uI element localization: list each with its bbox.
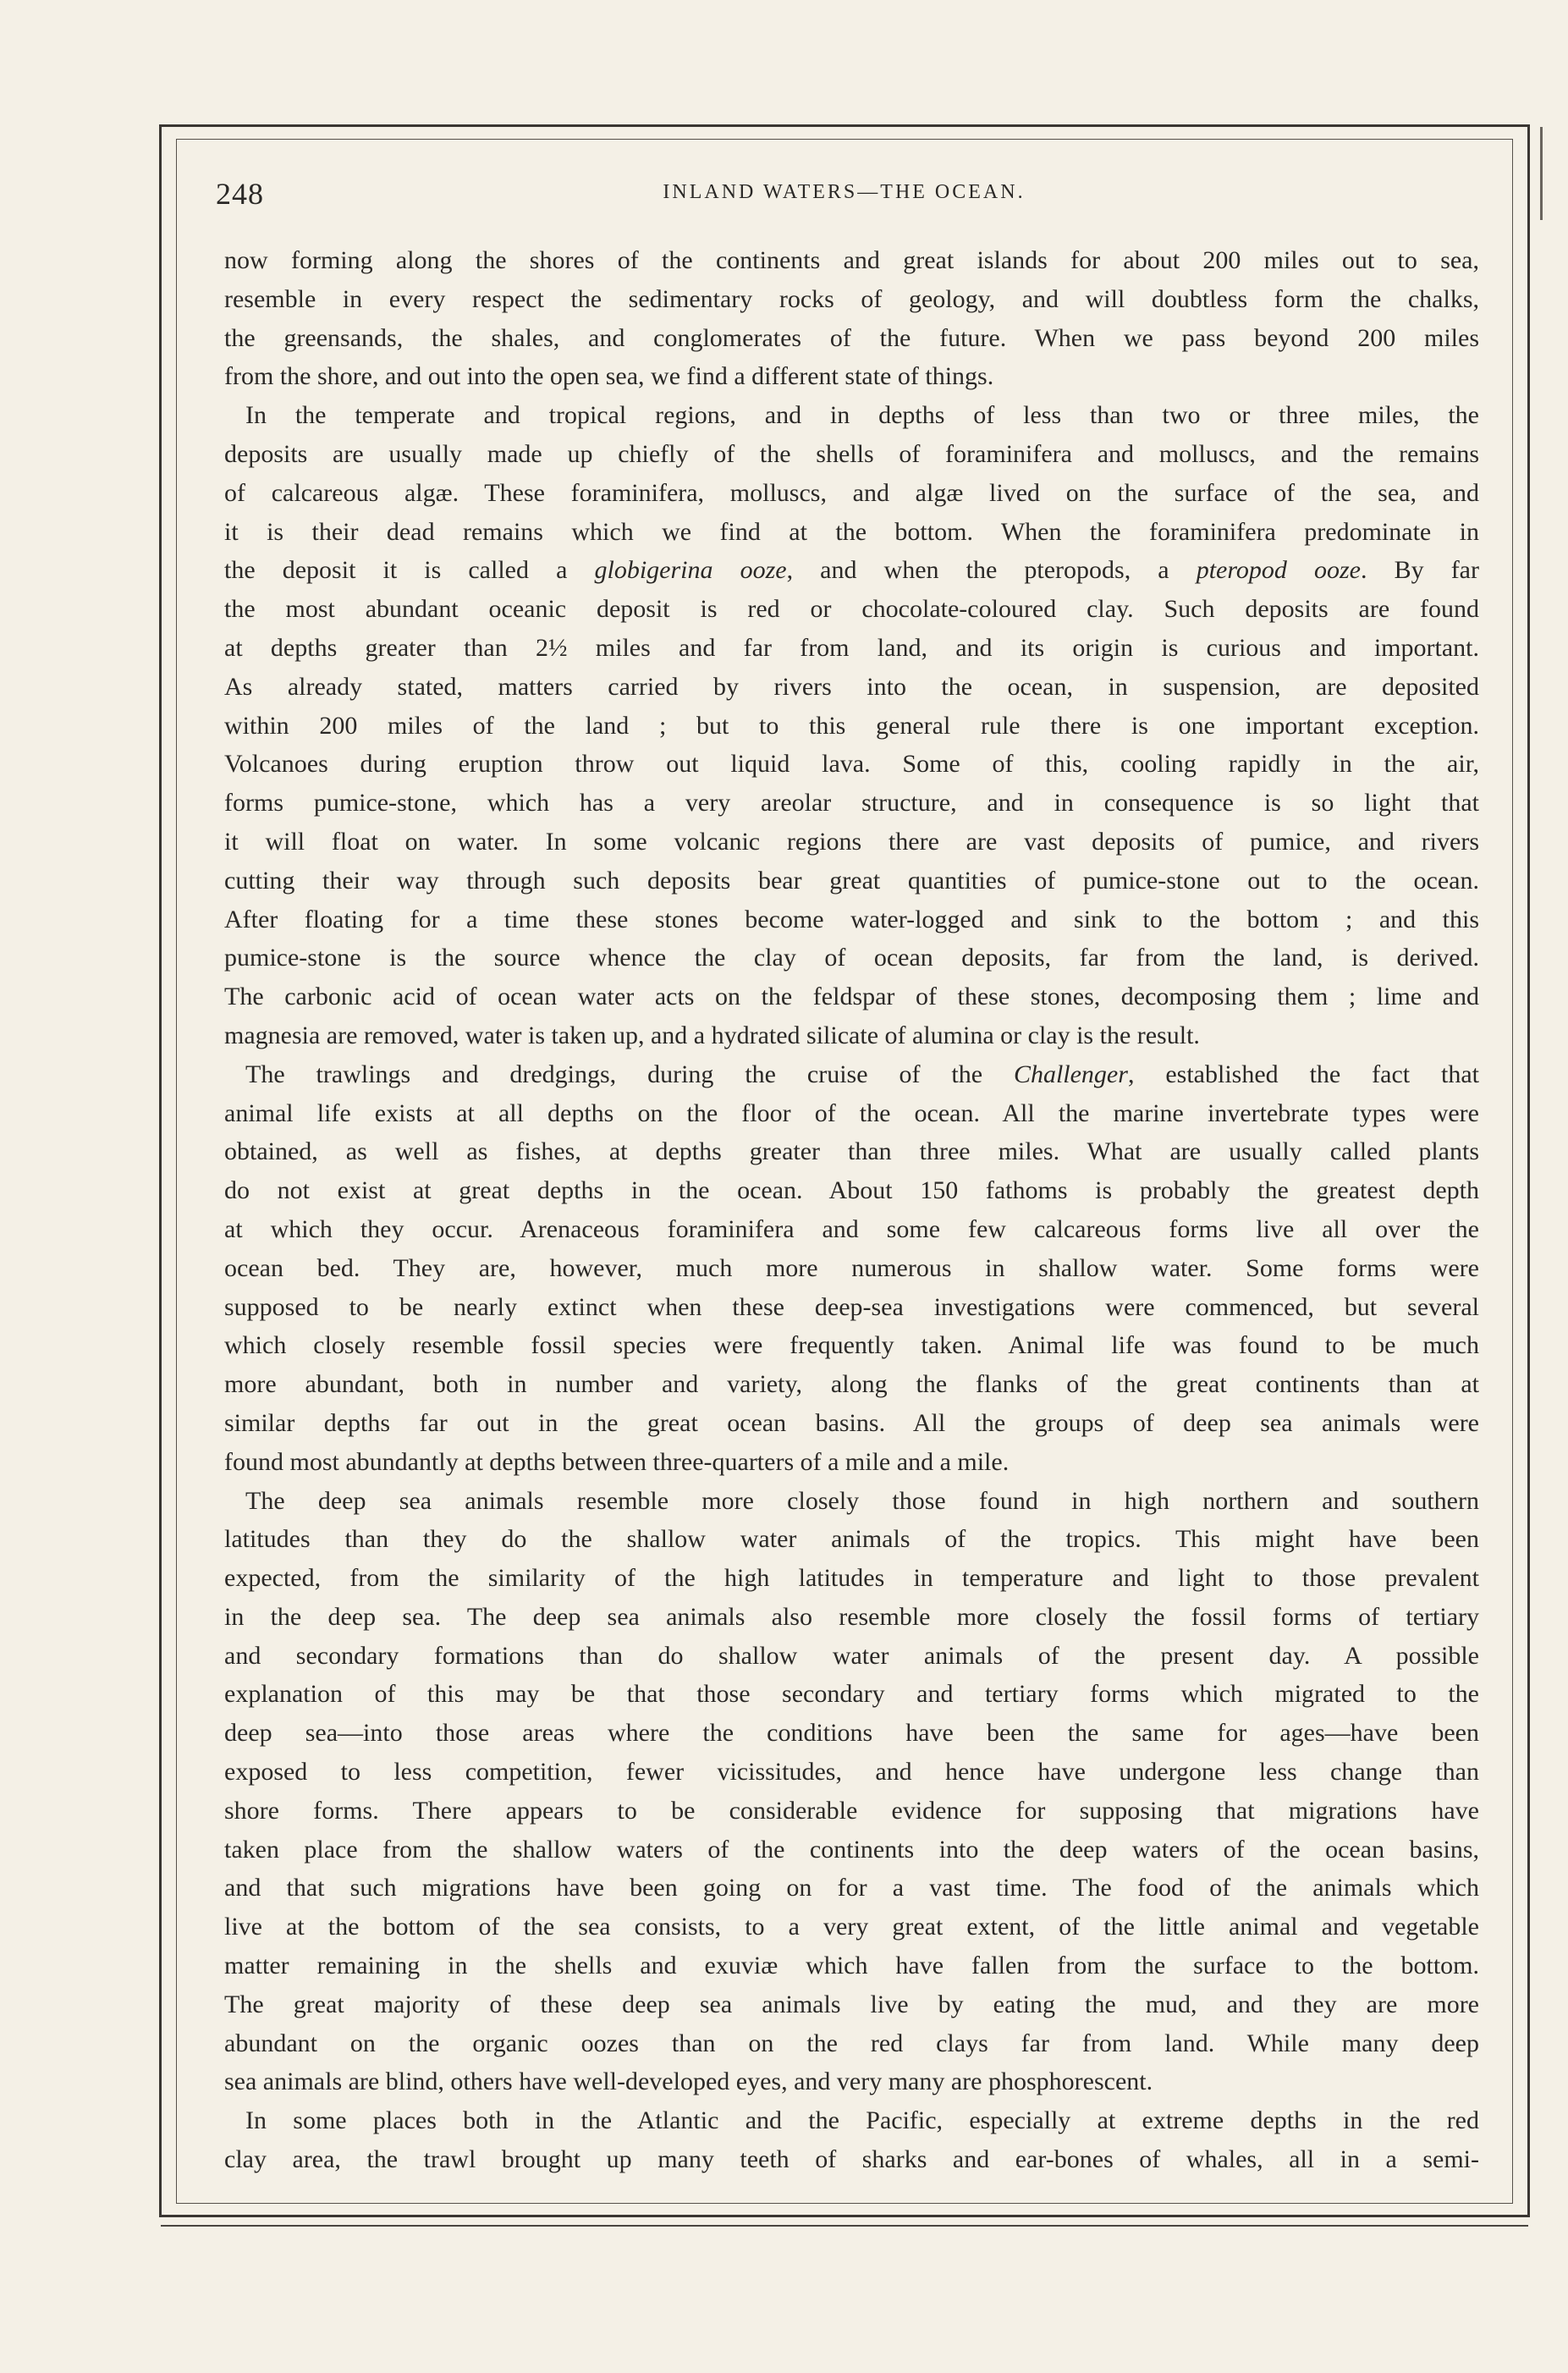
running-head: INLAND WATERS—THE OCEAN. <box>663 181 1026 203</box>
text-line: which closely resemble fossil species were frequently taken. Animal life was found to be much <box>224 1331 1479 1360</box>
text-segment: , and when the pteropods, a <box>786 556 1197 585</box>
text-line: expected, from the similarity of the high latitudes in temperature and light to those prevalent <box>224 1564 1479 1593</box>
text-line: in the deep sea. The deep sea animals also resemble more closely the fossil forms of tertiary <box>224 1602 1479 1631</box>
text-line <box>224 551 1479 590</box>
italic-term: pteropod ooze <box>1196 556 1361 585</box>
text-line: sea animals are blind, others have well-developed eyes, and very many are phosphorescent. <box>224 2067 1153 2096</box>
text-line: of calcareous algæ. These foraminifera, molluscs, and algæ lived on the surface of the sea, and <box>224 478 1479 507</box>
text-line: now forming along the shores of the continents and great islands for about 200 miles out to sea, <box>224 246 1479 274</box>
text-line: do not exist at great depths in the ocean. About 150 fathoms is probably the greatest depth <box>224 1176 1479 1205</box>
text-line: explanation of this may be that those secondary and tertiary forms which migrated to the <box>224 1680 1479 1709</box>
text-line: similar depths far out in the great ocean basins. All the groups of deep sea animals were <box>224 1408 1479 1437</box>
text-line: from the shore, and out into the open sea, we find a different state of things. <box>224 362 994 391</box>
text-line: the greensands, the shales, and conglomerates of the future. When we pass beyond 200 miles <box>224 323 1479 352</box>
text-segment: The trawlings and dredgings, during the cruise of the <box>245 1060 1014 1088</box>
text-line: matter remaining in the shells and exuviæ which have fallen from the surface to the bottom. <box>224 1952 1479 1980</box>
body-text <box>224 241 1479 2179</box>
text-line: supposed to be nearly extinct when these deep-sea investigations were commenced, but several <box>224 1292 1479 1321</box>
text-line: cutting their way through such deposits bear great quantities of pumice-stone out to the ocean. <box>224 866 1479 895</box>
text-line: forms pumice-stone, which has a very areolar structure, and in consequence is so light that <box>224 789 1479 818</box>
italic-term: Challenger <box>1013 1060 1128 1088</box>
text-line: clay area, the trawl brought up many teeth of sharks and ear-bones of whales, all in a semi- <box>224 2145 1479 2174</box>
text-line: The carbonic acid of ocean water acts on the feldspar of these stones, decomposing them ; lime and <box>224 983 1479 1011</box>
text-line: taken place from the shallow waters of the continents into the deep waters of the ocean basins, <box>224 1835 1479 1864</box>
text-line <box>224 1055 1479 1094</box>
bottom-rule <box>161 2225 1528 2227</box>
text-line: found most abundantly at depths between three-quarters of a mile and a mile. <box>224 1447 1010 1476</box>
text-line: animal life exists at all depths on the floor of the ocean. All the marine invertebrate types were <box>224 1098 1479 1127</box>
text-line: it will float on water. In some volcanic regions there are vast deposits of pumice, and rivers <box>224 827 1479 856</box>
text-line: and that such migrations have been going on for a vast time. The food of the animals which <box>224 1874 1479 1902</box>
text-line: pumice-stone is the source whence the clay of ocean deposits, far from the land, is derived. <box>224 944 1479 972</box>
text-line: magnesia are removed, water is taken up, and a hydrated silicate of alumina or clay is the result. <box>224 1021 1200 1049</box>
text-line: and secondary formations than do shallow water animals of the present day. A possible <box>224 1641 1479 1670</box>
binding-mark <box>1540 127 1543 220</box>
text-line: Volcanoes during eruption throw out liquid lava. Some of this, cooling rapidly in the air, <box>224 750 1479 779</box>
text-line: deposits are usually made up chiefly of the shells of foraminifera and molluscs, and the remains <box>224 439 1479 468</box>
text-line: resemble in every respect the sedimentary rocks of geology, and will doubtless form the chalks, <box>224 284 1479 313</box>
text-line: abundant on the organic oozes than on the red clays far from land. While many deep <box>224 2029 1479 2057</box>
text-line: shore forms. There appears to be considerable evidence for supposing that migrations have <box>224 1796 1479 1825</box>
text-line: In some places both in the Atlantic and the Pacific, especially at extreme depths in the red <box>245 2106 1479 2135</box>
page-header <box>216 176 1472 218</box>
text-line: The great majority of these deep sea animals live by eating the mud, and they are more <box>224 1990 1479 2018</box>
text-line: the most abundant oceanic deposit is red or chocolate-coloured clay. Such deposits are found <box>224 595 1479 624</box>
text-line: deep sea—into those areas where the conditions have been the same for ages—have been <box>224 1719 1479 1748</box>
text-line: within 200 miles of the land ; but to this general rule there is one important exception. <box>224 711 1479 740</box>
text-line: In the temperate and tropical regions, and in depths of less than two or three miles, the <box>245 401 1479 430</box>
text-line: obtained, as well as fishes, at depths greater than three miles. What are usually called plants <box>224 1137 1479 1166</box>
text-line: more abundant, both in number and variety, along the flanks of the great continents than at <box>224 1370 1479 1399</box>
italic-term: globigerina ooze <box>594 556 787 585</box>
page-number: 248 <box>216 177 264 211</box>
text-line: at depths greater than 2½ miles and far from land, and its origin is curious and important. <box>224 633 1479 662</box>
text-line: After floating for a time these stones become water-logged and sink to the bottom ; and this <box>224 905 1479 933</box>
text-line: ocean bed. They are, however, much more numerous in shallow water. Some forms were <box>224 1253 1479 1282</box>
text-line: it is their dead remains which we find at the bottom. When the foraminifera predominate in <box>224 517 1479 546</box>
text-segment: , established the fact that <box>1127 1060 1479 1088</box>
text-line: latitudes than they do the shallow water animals of the tropics. This might have been <box>224 1525 1479 1554</box>
text-line: at which they occur. Arenaceous foraminifera and some few calcareous forms live all over the <box>224 1214 1479 1243</box>
text-line: The deep sea animals resemble more closely those found in high northern and southern <box>245 1486 1479 1515</box>
text-line: live at the bottom of the sea consists, to a very great extent, of the little animal and vegetable <box>224 1913 1479 1941</box>
text-segment: the deposit it is called a <box>224 556 595 585</box>
text-line: As already stated, matters carried by rivers into the ocean, in suspension, are deposited <box>224 672 1479 701</box>
text-segment: . By far <box>1361 556 1479 585</box>
text-line: exposed to less competition, fewer vicissitudes, and hence have undergone less change than <box>224 1758 1479 1787</box>
